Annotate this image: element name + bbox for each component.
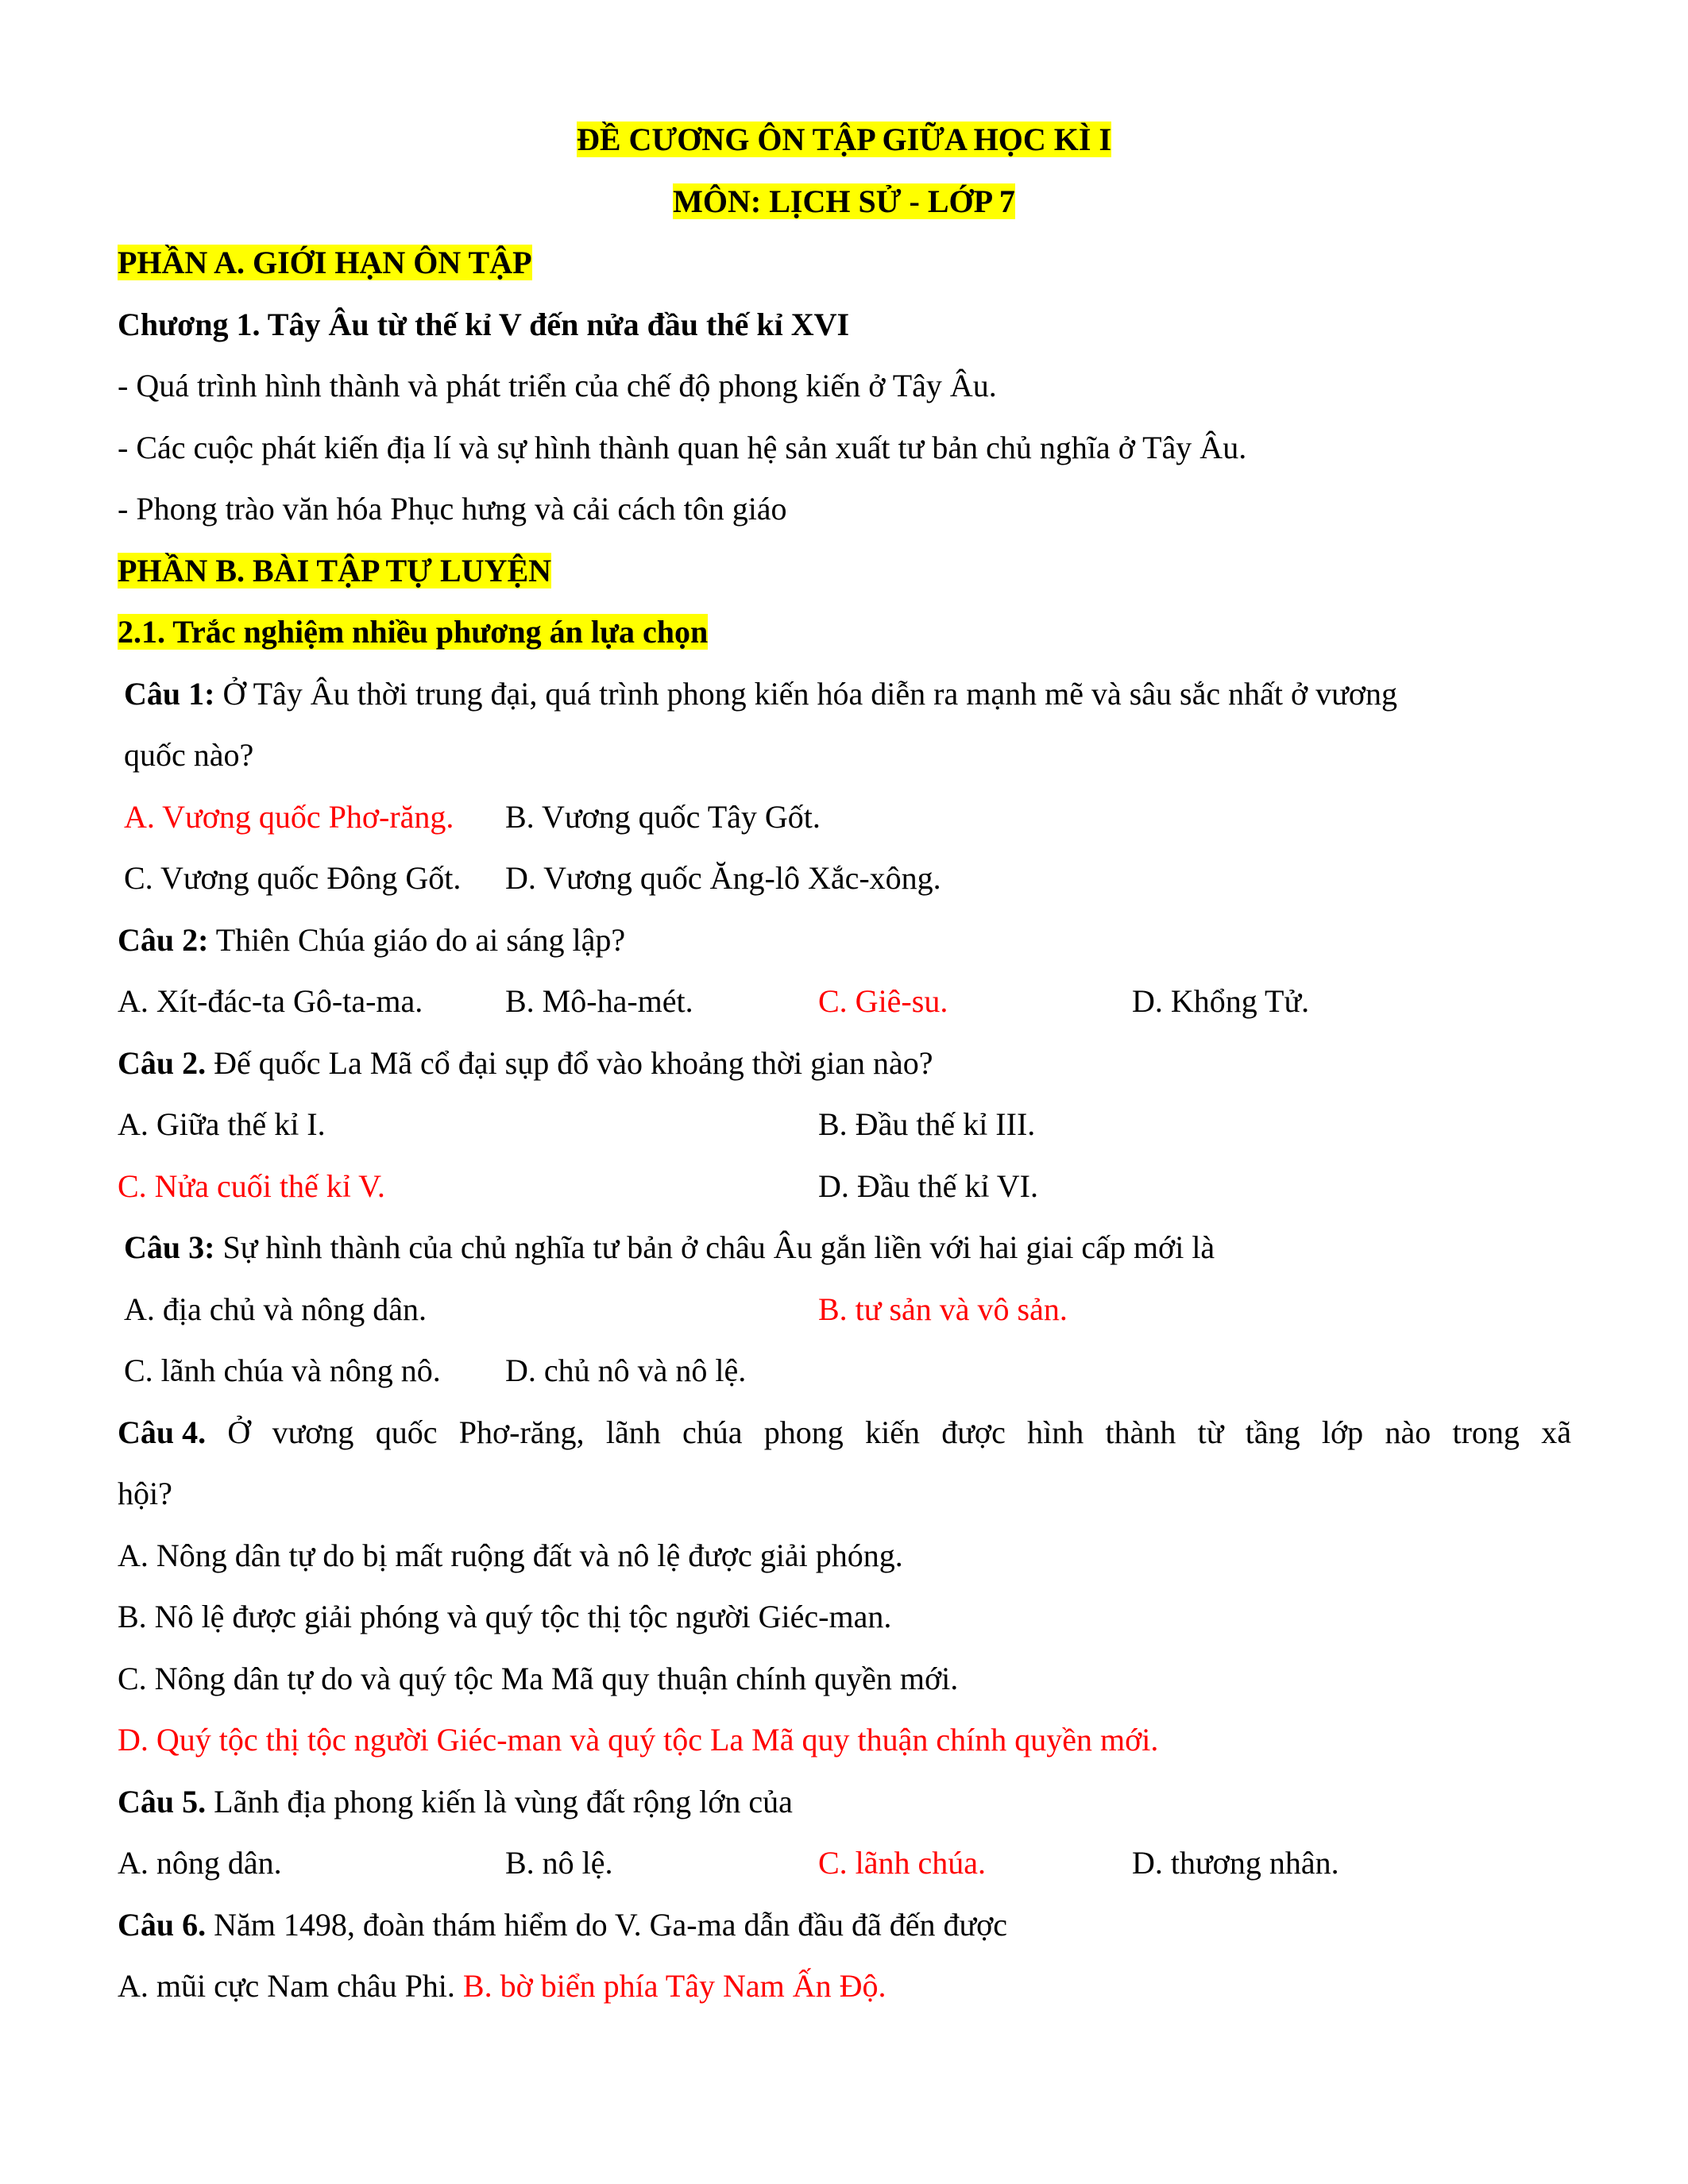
question-text: Đế quốc La Mã cổ đại sụp đổ vào khoảng thời gian nào? bbox=[206, 1045, 933, 1081]
part-a-line bbox=[118, 242, 532, 284]
chapter-heading: Chương 1. Tây Âu từ thế kỉ V đến nửa đầu thế kỉ XVI bbox=[118, 307, 850, 342]
option-row bbox=[118, 1166, 1571, 1207]
question-1 bbox=[124, 673, 1397, 715]
question-text: Lãnh địa phong kiến là vùng đất rộng lớn của bbox=[206, 1784, 793, 1819]
question-word: phong bbox=[763, 1414, 844, 1450]
option-a-correct: A. Vương quốc Phơ-răng. bbox=[124, 799, 454, 835]
option-a: A. Xít-đác-ta Gô-ta-ma. bbox=[118, 983, 423, 1019]
option-row bbox=[118, 1104, 1571, 1145]
option-row bbox=[124, 1289, 1578, 1330]
question-label: Câu 2. bbox=[118, 1045, 207, 1081]
question-text: Thiên Chúa giáo do ai sáng lập? bbox=[208, 922, 626, 958]
question-word: lãnh bbox=[605, 1414, 661, 1450]
question-label: Câu 1: bbox=[124, 676, 215, 712]
question-label: Câu 3: bbox=[124, 1229, 215, 1265]
question-word: hình bbox=[1027, 1414, 1084, 1450]
question-2 bbox=[118, 920, 625, 961]
question-label: Câu 5. bbox=[118, 1784, 207, 1819]
question-text: Năm 1498, đoàn thám hiểm do V. Ga-ma dẫn đầu đã đến được bbox=[206, 1907, 1008, 1943]
option-a: A. Giữa thế kỉ I. bbox=[118, 1106, 326, 1142]
review-item: - Quá trình hình thành và phát triển của chế độ phong kiến ở Tây Âu. bbox=[118, 368, 997, 403]
option-a: A. mũi cực Nam châu Phi. bbox=[118, 1968, 463, 2004]
option-d: D. chủ nô và nô lệ. bbox=[505, 1352, 747, 1388]
option-b-correct: B. tư sản và vô sản. bbox=[818, 1291, 1068, 1327]
question-label: Câu 2: bbox=[118, 922, 209, 958]
option-c: C. Nông dân tự do và quý tộc Ma Mã quy thuận chính quyền mới. bbox=[118, 1661, 959, 1696]
review-item: - Các cuộc phát kiến địa lí và sự hình thành quan hệ sản xuất tư bản chủ nghĩa ở Tây Âu. bbox=[118, 430, 1247, 465]
option-b: B. Đầu thế kỉ III. bbox=[818, 1106, 1036, 1142]
section-heading: 2.1. Trắc nghiệm nhiều phương án lựa chọn bbox=[118, 614, 709, 650]
option-a: A. nông dân. bbox=[118, 1845, 282, 1881]
document-subtitle: MÔN: LỊCH SỬ - LỚP 7 bbox=[673, 183, 1015, 219]
question-2b bbox=[118, 1043, 933, 1084]
question-6 bbox=[118, 1904, 1007, 1946]
question-label: Câu 6. bbox=[118, 1907, 207, 1943]
question-word: kiến bbox=[865, 1414, 920, 1450]
question-word: vương bbox=[272, 1414, 354, 1450]
option-row bbox=[124, 797, 1578, 838]
document-title: ĐỀ CƯƠNG ÔN TẬP GIỮA HỌC KÌ I bbox=[576, 122, 1112, 157]
option-a: A. Nông dân tự do bị mất ruộng đất và nô lệ được giải phóng. bbox=[118, 1538, 903, 1573]
option-b: B. Mô-ha-mét. bbox=[505, 983, 693, 1019]
option-d: D. Khổng Tử. bbox=[1132, 983, 1310, 1019]
option-row bbox=[118, 1843, 1571, 1884]
question-word: từ bbox=[1197, 1414, 1224, 1450]
question-word: xã bbox=[1541, 1414, 1571, 1450]
question-word: lớp bbox=[1321, 1414, 1364, 1450]
question-word: chúa bbox=[682, 1414, 743, 1450]
question-5 bbox=[118, 1781, 793, 1823]
question-4-justified-line bbox=[118, 1412, 1571, 1453]
question-word: thành bbox=[1105, 1414, 1176, 1450]
option-row bbox=[124, 1350, 1578, 1391]
option-d-correct: D. Quý tộc thị tộc người Giéc-man và quý tộc La Mã quy thuận chính quyền mới. bbox=[118, 1722, 1159, 1758]
part-b-heading: PHẦN B. BÀI TẬP TỰ LUYỆN bbox=[118, 553, 552, 588]
option-row bbox=[118, 1966, 886, 2007]
option-d: D. Vương quốc Ăng-lô Xắc-xông. bbox=[505, 860, 941, 896]
option-c-correct: C. Nửa cuối thế kỉ V. bbox=[118, 1168, 385, 1204]
option-d: D. Đầu thế kỉ VI. bbox=[818, 1168, 1038, 1204]
review-item: - Phong trào văn hóa Phục hưng và cải cách tôn giáo bbox=[118, 491, 787, 527]
option-d: D. thương nhân. bbox=[1132, 1845, 1339, 1881]
option-row bbox=[118, 981, 1571, 1022]
part-a-heading: PHẦN A. GIỚI HẠN ÔN TẬP bbox=[118, 245, 532, 280]
question-word: nào bbox=[1385, 1414, 1431, 1450]
question-4 bbox=[118, 1412, 1571, 1453]
question-text-continued: quốc nào? bbox=[124, 737, 254, 773]
option-b: B. Nô lệ được giải phóng và quý tộc thị tộc người Giéc-man. bbox=[118, 1599, 892, 1634]
question-text: Ở Tây Âu thời trung đại, quá trình phong kiến hóa diễn ra mạnh mẽ và sâu sắc nhất ở vương bbox=[214, 676, 1397, 712]
option-c-correct: C. lãnh chúa. bbox=[818, 1845, 987, 1881]
section-line bbox=[118, 612, 708, 653]
title-line bbox=[0, 119, 1688, 160]
option-c: C. Vương quốc Đông Gốt. bbox=[124, 860, 462, 896]
option-c: C. lãnh chúa và nông nô. bbox=[124, 1352, 441, 1388]
question-3 bbox=[124, 1227, 1215, 1268]
question-text-continued: hội? bbox=[118, 1476, 172, 1511]
question-text: Sự hình thành của chủ nghĩa tư bản ở châu Âu gắn liền với hai giai cấp mới là bbox=[214, 1229, 1215, 1265]
question-word: trong bbox=[1452, 1414, 1520, 1450]
part-b-line bbox=[118, 550, 551, 592]
question-word: Ở bbox=[227, 1414, 251, 1450]
option-row bbox=[124, 858, 1578, 899]
subtitle-line bbox=[0, 181, 1688, 222]
question-label: Câu 4. bbox=[118, 1414, 207, 1450]
question-word: quốc bbox=[375, 1414, 438, 1450]
option-c-correct: C. Giê-su. bbox=[818, 983, 948, 1019]
question-word: Phơ-răng, bbox=[458, 1414, 585, 1450]
option-b: B. Vương quốc Tây Gốt. bbox=[505, 799, 821, 835]
option-b-correct: B. bờ biển phía Tây Nam Ấn Độ. bbox=[462, 1968, 886, 2004]
option-b: B. nô lệ. bbox=[505, 1845, 613, 1881]
question-word: được bbox=[941, 1414, 1006, 1450]
option-a: A. địa chủ và nông dân. bbox=[124, 1291, 427, 1327]
question-word: tầng bbox=[1245, 1414, 1300, 1450]
